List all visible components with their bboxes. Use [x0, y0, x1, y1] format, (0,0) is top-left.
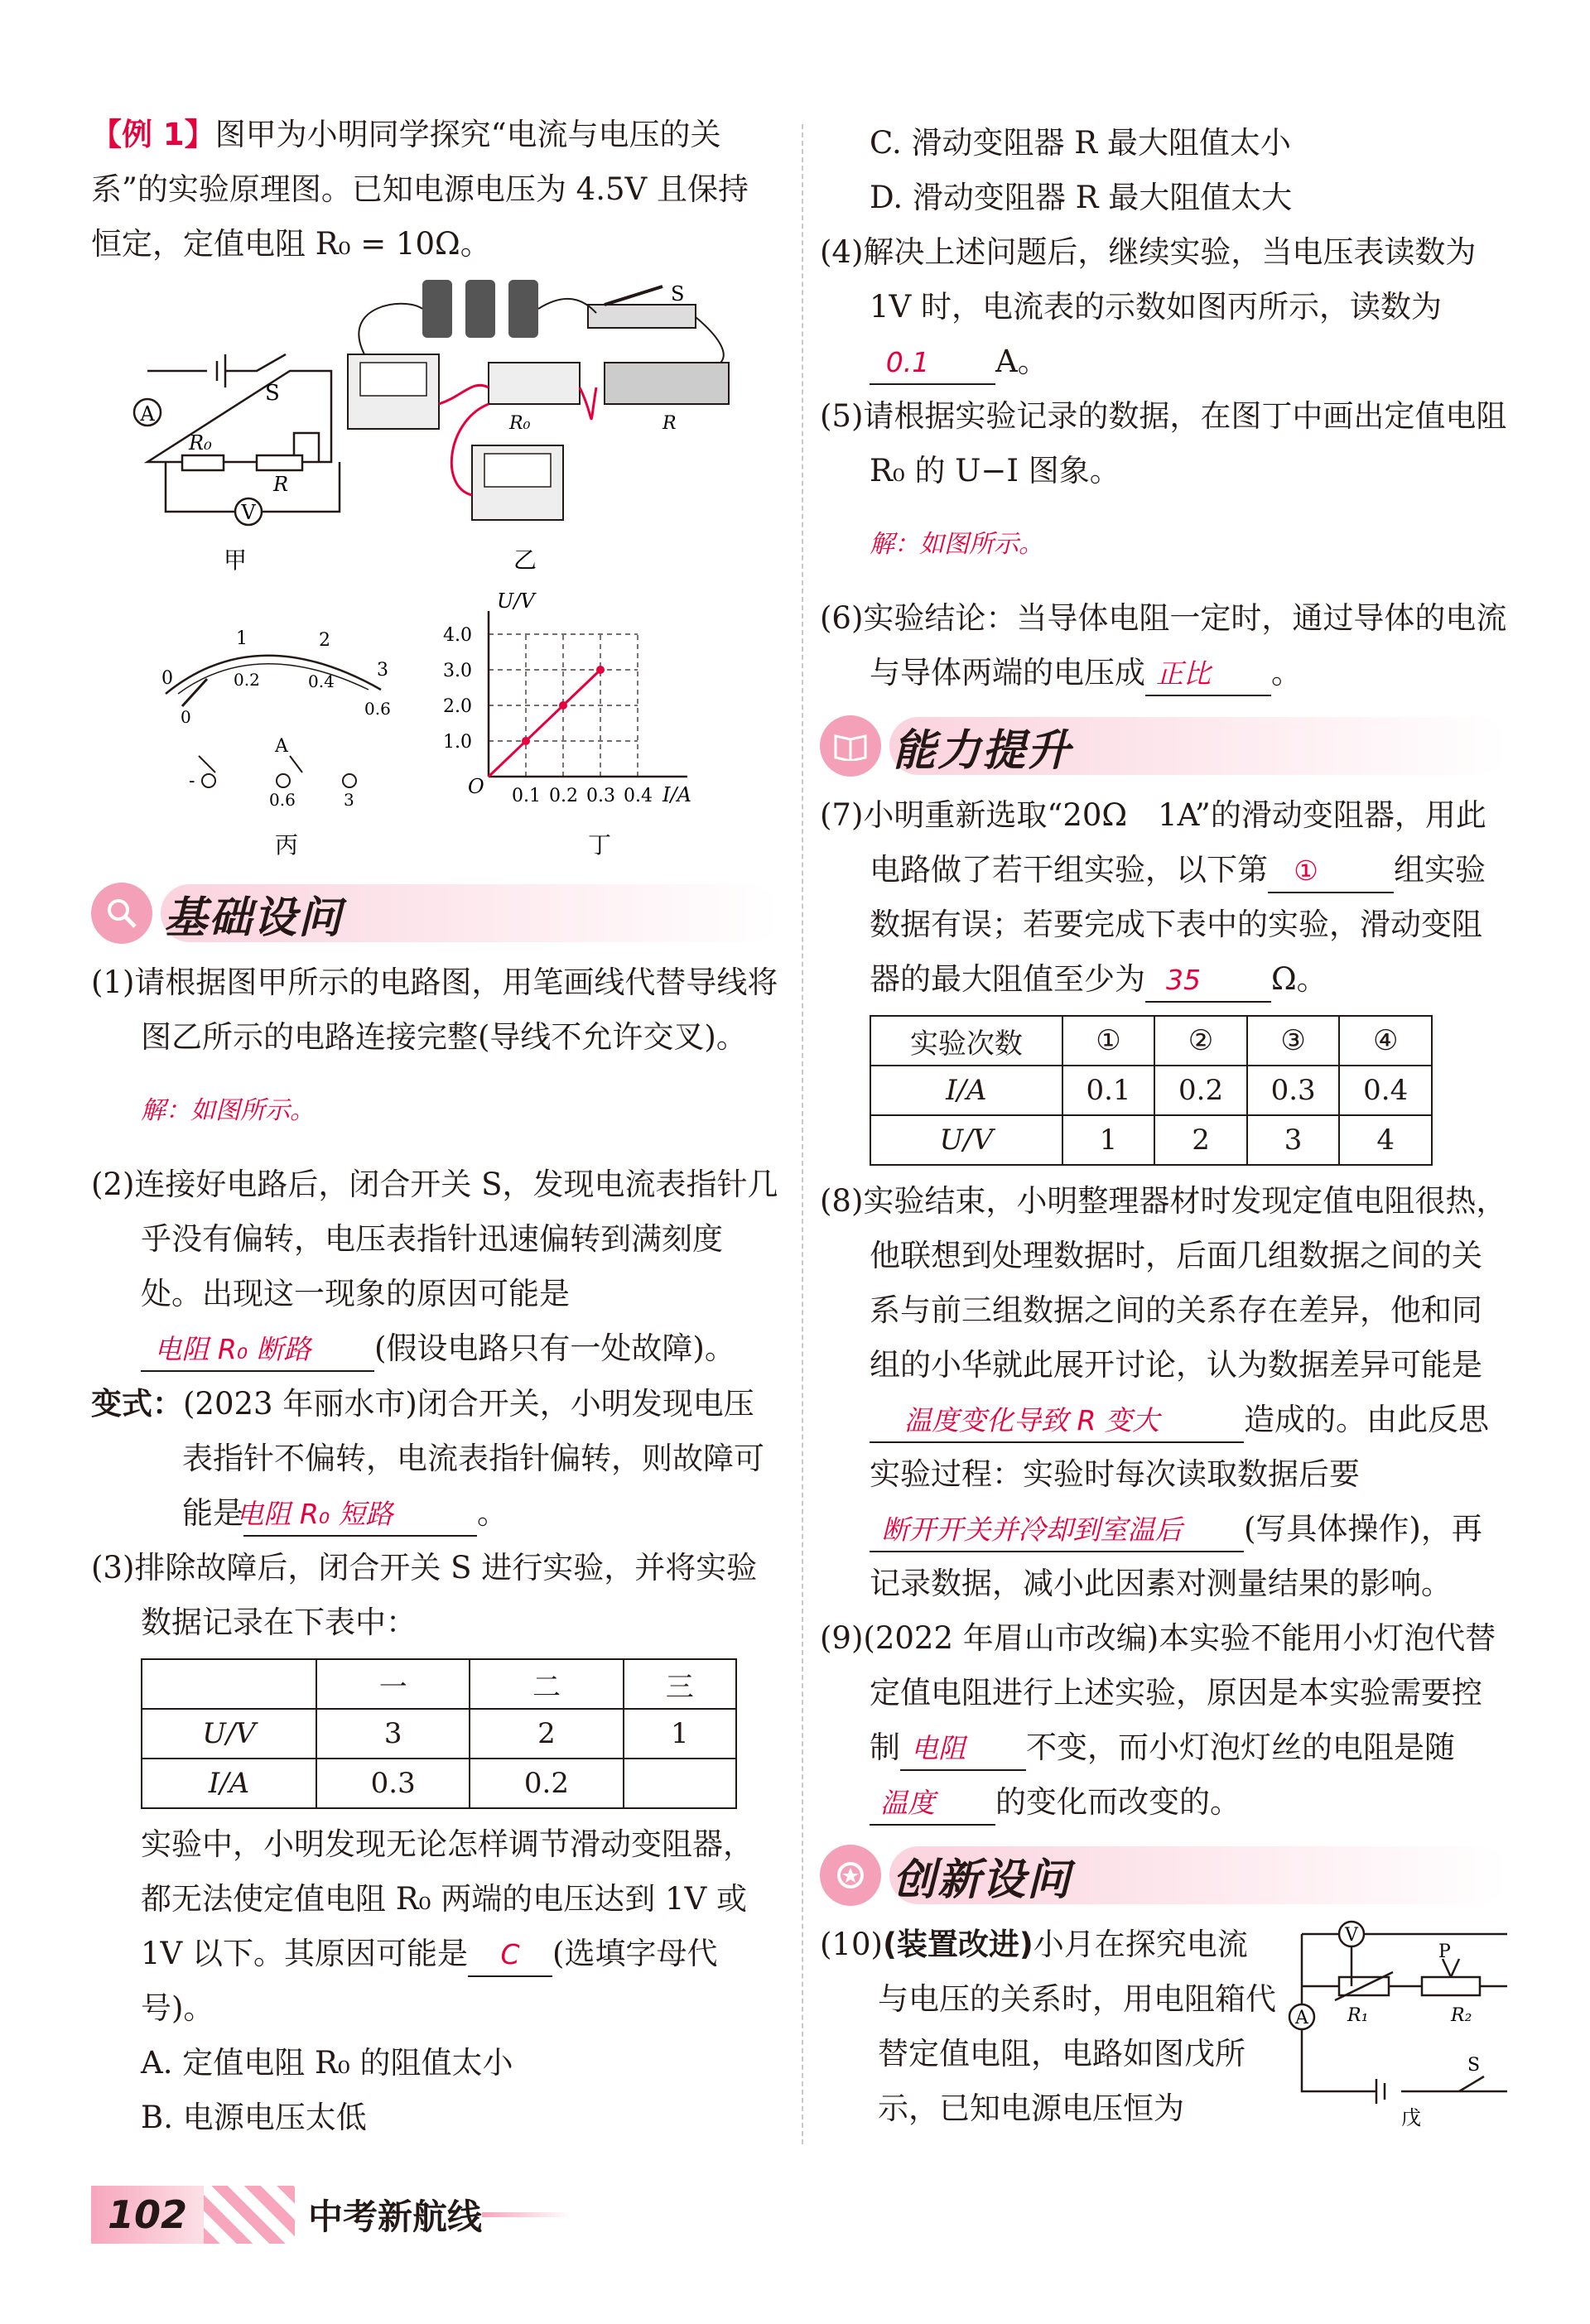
q3-option-d: D. 滑动变阻器 R 最大阻值太大: [870, 180, 1293, 215]
scale-top-1: 1: [236, 628, 248, 649]
section-innovation-title: 创新设问: [893, 1855, 1072, 1905]
wu-switch-label: S: [1467, 2055, 1481, 2076]
table2-r0c1: 0.1: [1062, 1066, 1155, 1115]
section-basic-title: 基础设问: [164, 893, 344, 943]
scale-bottom-06: 0.6: [364, 699, 391, 719]
page-footer: [91, 2177, 571, 2252]
question-8: [820, 1174, 1507, 1611]
variant-tag: 变式：: [91, 1385, 183, 1422]
table1-h2: 二: [470, 1659, 623, 1709]
table-row: [870, 1115, 1432, 1165]
table2-r1c4: 4: [1339, 1115, 1432, 1165]
q6-text: (6)实验结论：当导体电阻一定时，通过导体的电流与导体两端的电压成: [820, 600, 1507, 690]
table2-r0c0: I/A: [870, 1066, 1062, 1115]
q2-answer: 电阻 R₀ 断路: [141, 1329, 374, 1372]
right-column: [820, 116, 1507, 2136]
q7-answer-2: 35: [1145, 960, 1271, 1003]
table2-h3: ③: [1247, 1016, 1340, 1066]
scale-bottom-0: 0: [181, 707, 191, 727]
table2-h0: 实验次数: [870, 1016, 1062, 1066]
fig-jia-caption: 甲: [224, 546, 248, 574]
table2-r1c1: 1: [1062, 1115, 1155, 1165]
q9-answer-1: 电阻: [900, 1728, 1026, 1771]
q8-text-c: (写具体操作)，再记录数据，减小此因素对测量结果的影响。: [870, 1511, 1482, 1601]
q10-text: 小月在探究电流与电压的关系时，用电阻箱代替定值电阻，电路如图戊所示，已知电源电压恒为: [878, 1927, 1276, 2126]
variant-answer: 电阻 R₀ 短路: [243, 1494, 477, 1537]
table2-h4: ④: [1339, 1016, 1432, 1066]
xtick-3: 0.3: [586, 786, 615, 806]
yi-switch-label: S: [671, 282, 685, 306]
fig-ding-caption: 丁: [588, 831, 612, 859]
table-row: [142, 1709, 736, 1759]
table-1: [141, 1658, 737, 1809]
table2-r1c0: U/V: [870, 1115, 1062, 1165]
q6-answer: 正比: [1145, 653, 1271, 696]
table2-h1: ①: [1062, 1016, 1155, 1066]
column-divider: [802, 124, 803, 2144]
question-3: [91, 1817, 778, 2036]
table1-r1c3: [624, 1759, 736, 1808]
table1-h0: [142, 1659, 316, 1709]
setup-yi: [348, 280, 729, 520]
circuit-wu: [1277, 1917, 1507, 2133]
section-ability-title: 能力提升: [893, 725, 1072, 776]
xtick-2: 0.2: [549, 786, 578, 806]
table1-r0c0: U/V: [142, 1709, 316, 1759]
table1-r0c1: 3: [316, 1709, 470, 1759]
question-7: [820, 788, 1507, 1007]
q8-text-b: 造成的。由此反思实验过程：实验时每次读取数据后要: [870, 1402, 1489, 1492]
question-3-intro: (3)排除故障后，闭合开关 S 进行实验，并将实验数据记录在下表中：: [91, 1550, 758, 1640]
jia-switch-label: S: [265, 381, 280, 406]
table-row: [142, 1659, 736, 1709]
table-2: [870, 1015, 1433, 1166]
left-column: [91, 108, 778, 2145]
q9-text-a: (9)(2022 年眉山市改编)本实验不能用小灯泡代替定值电阻进行上述实验，原因是本实验需要控制: [820, 1620, 1496, 1765]
q7-text-a: (7)小明重新选取“20Ω 1A”的滑动变阻器，用此电路做了若干组实验，以下第: [820, 797, 1486, 888]
circuit-jia: [134, 354, 340, 525]
q3-answer: C: [468, 1934, 552, 1977]
variant-tail: 。: [477, 1495, 508, 1531]
variant-question: [91, 1376, 778, 1541]
wu-p-label: P: [1438, 1941, 1451, 1962]
terminal-06: 0.6: [269, 790, 296, 810]
q2-text: (2)连接好电路后，闭合开关 S，发现电流表指针几乎没有偏转，电压表指针迅速偏转到满刻度处。出现这一现象的原因可能是: [91, 1167, 778, 1311]
graph-ylabel: U/V: [497, 589, 535, 613]
table2-r0c3: 0.3: [1247, 1066, 1340, 1115]
magnifier-icon: [91, 883, 152, 944]
table1-r0c2: 2: [470, 1709, 623, 1759]
q3-text: 实验中，小明发现无论怎样调节滑动变阻器，都无法使定值电阻 R₀ 两端的电压达到 1V 或 1V 以下。其原因可能是: [141, 1826, 754, 1971]
table2-r1c2: 2: [1154, 1115, 1247, 1165]
meter-bing: [166, 656, 381, 787]
q4-text: (4)解决上述问题后，继续实验，当电压表读数为 1V 时，电流表的示数如图丙所示，读数为: [820, 234, 1477, 325]
xtick-4: 0.4: [624, 786, 653, 806]
ytick-4: 4.0: [443, 625, 472, 646]
graph-ding: [489, 611, 687, 777]
meter-unit: A: [275, 736, 288, 757]
section-innovation: [820, 1838, 1507, 1913]
example-tag: 【例 1】: [91, 117, 215, 152]
medal-icon: [820, 1845, 881, 1906]
table-row: [142, 1759, 736, 1808]
q7-text-b: 组实验数据有误；若要完成下表中的实验，滑动变阻器的最大阻值至少为: [870, 852, 1486, 997]
yi-r0-label: R₀: [509, 413, 531, 434]
example-text: 图甲为小明同学探究“电流与电压的关系”的实验原理图。已知电源电压为 4.5V 且保持恒定，定值电阻 R₀ = 10Ω。: [91, 117, 749, 262]
jia-r-label: R: [273, 473, 289, 496]
q3-option-c: C. 滑动变阻器 R 最大阻值太小: [870, 125, 1291, 161]
terminal-3: 3: [344, 790, 354, 810]
wu-r1-label: R₁: [1347, 2005, 1369, 2026]
scale-bottom-02: 0.2: [234, 670, 260, 690]
table-row: [870, 1066, 1432, 1115]
scale-top-3: 3: [377, 660, 388, 681]
meter-and-graph: [91, 586, 778, 868]
example-intro: [91, 108, 778, 272]
q8-answer-2: 断开开关并冷却到室温后: [870, 1509, 1244, 1552]
question-9: [820, 1611, 1507, 1830]
fig-yi-caption: 乙: [513, 546, 537, 574]
question-10-block: [820, 1917, 1507, 2136]
section-basic: [91, 876, 778, 950]
scale-bottom-04: 0.4: [308, 671, 335, 691]
q7-text-c: Ω。: [1271, 961, 1327, 997]
table-row: [870, 1016, 1432, 1066]
variant-text: (2023 年丽水市)闭合开关，小明发现电压表指针不偏转，电流表指针偏转，则故障可能是: [182, 1386, 764, 1531]
question-6: [820, 591, 1507, 700]
q4-tail: A。: [995, 344, 1048, 379]
scale-top-0: 0: [161, 668, 173, 689]
fig-wu-caption: 戊: [1400, 2106, 1421, 2129]
q10-num: (10): [820, 1927, 883, 1962]
q1-answer: 解：如图所示。: [141, 1096, 315, 1125]
table2-r1c3: 3: [1247, 1115, 1340, 1165]
q5-answer: 解：如图所示。: [870, 530, 1043, 559]
question-4: [820, 225, 1507, 389]
footer-line: [482, 2212, 571, 2217]
table1-h1: 一: [316, 1659, 470, 1709]
table1-r1c2: 0.2: [470, 1759, 623, 1808]
brand-logo: 中考新航线: [308, 2196, 483, 2237]
q8-text-a: (8)实验结束，小明整理器材时发现定值电阻很热，他联想到处理数据时，后面几组数据之间的关系与前三组数据之间的关系存在差异，他和同组的小华就此展开讨论，认为数据差异可能是: [820, 1183, 1507, 1383]
jia-r0-label: R₀: [189, 431, 212, 455]
ytick-1: 1.0: [443, 732, 472, 753]
q3-tail: (选填字母代号)。: [141, 1936, 718, 2026]
q10-tag: (装置改进): [882, 1927, 1034, 1962]
q3-option-b: B. 电源电压太低: [141, 2100, 367, 2135]
q9-answer-2: 温度: [870, 1783, 995, 1826]
scale-top-2: 2: [319, 630, 330, 651]
terminal-minus: -: [189, 771, 195, 792]
wu-ammeter-label: A: [1295, 2008, 1308, 2028]
page-number: 102: [91, 2186, 204, 2244]
q2-tail: (假设电路只有一处故障)。: [374, 1330, 735, 1366]
xtick-1: 0.1: [512, 786, 541, 806]
q6-tail: 。: [1271, 655, 1302, 690]
q4-answer: 0.1: [870, 342, 995, 385]
book-icon: [820, 715, 881, 777]
q3-option-a: A. 定值电阻 R₀ 的阻值太小: [141, 2045, 513, 2081]
ytick-2: 2.0: [443, 696, 472, 717]
ytick-3: 3.0: [443, 661, 472, 681]
q9-text-b: 不变，而小灯泡灯丝的电阻是随: [1026, 1730, 1455, 1765]
graph-origin: O: [468, 775, 484, 798]
q7-answer-1: ①: [1268, 850, 1394, 893]
wu-voltmeter-label: V: [1345, 1925, 1358, 1946]
figure-bing-ding: [91, 586, 778, 868]
checker-decoration: [204, 2186, 295, 2244]
question-10: [820, 1917, 1277, 2136]
table1-h3: 三: [624, 1659, 736, 1709]
circuit-diagrams: [91, 272, 778, 586]
q8-answer-1: 温度变化导致 R 变大: [870, 1400, 1244, 1443]
jia-voltmeter-label: V: [241, 501, 256, 524]
table2-r0c4: 0.4: [1339, 1066, 1432, 1115]
question-1: (1)请根据图甲所示的电路图，用笔画线代替导线将图乙所示的电路连接完整(导线不允许交叉)。: [91, 965, 778, 1055]
figure-jia-yi: [91, 272, 778, 586]
question-2: [91, 1157, 778, 1376]
table2-h2: ②: [1154, 1016, 1247, 1066]
table1-r1c1: 0.3: [316, 1759, 470, 1808]
graph-xlabel: I/A: [662, 783, 691, 806]
q9-text-c: 的变化而改变的。: [995, 1784, 1241, 1820]
table1-r0c3: 1: [624, 1709, 736, 1759]
wu-r2-label: R₂: [1450, 2005, 1472, 2026]
table1-r1c0: I/A: [142, 1759, 316, 1808]
yi-r-label: R: [662, 413, 677, 434]
question-5: (5)请根据实验记录的数据，在图丁中画出定值电阻 R₀ 的 U−I 图象。: [820, 398, 1507, 488]
section-ability: [820, 709, 1507, 783]
jia-ammeter-label: A: [140, 402, 155, 426]
fig-bing-caption: 丙: [275, 831, 299, 859]
table2-r0c2: 0.2: [1154, 1066, 1247, 1115]
